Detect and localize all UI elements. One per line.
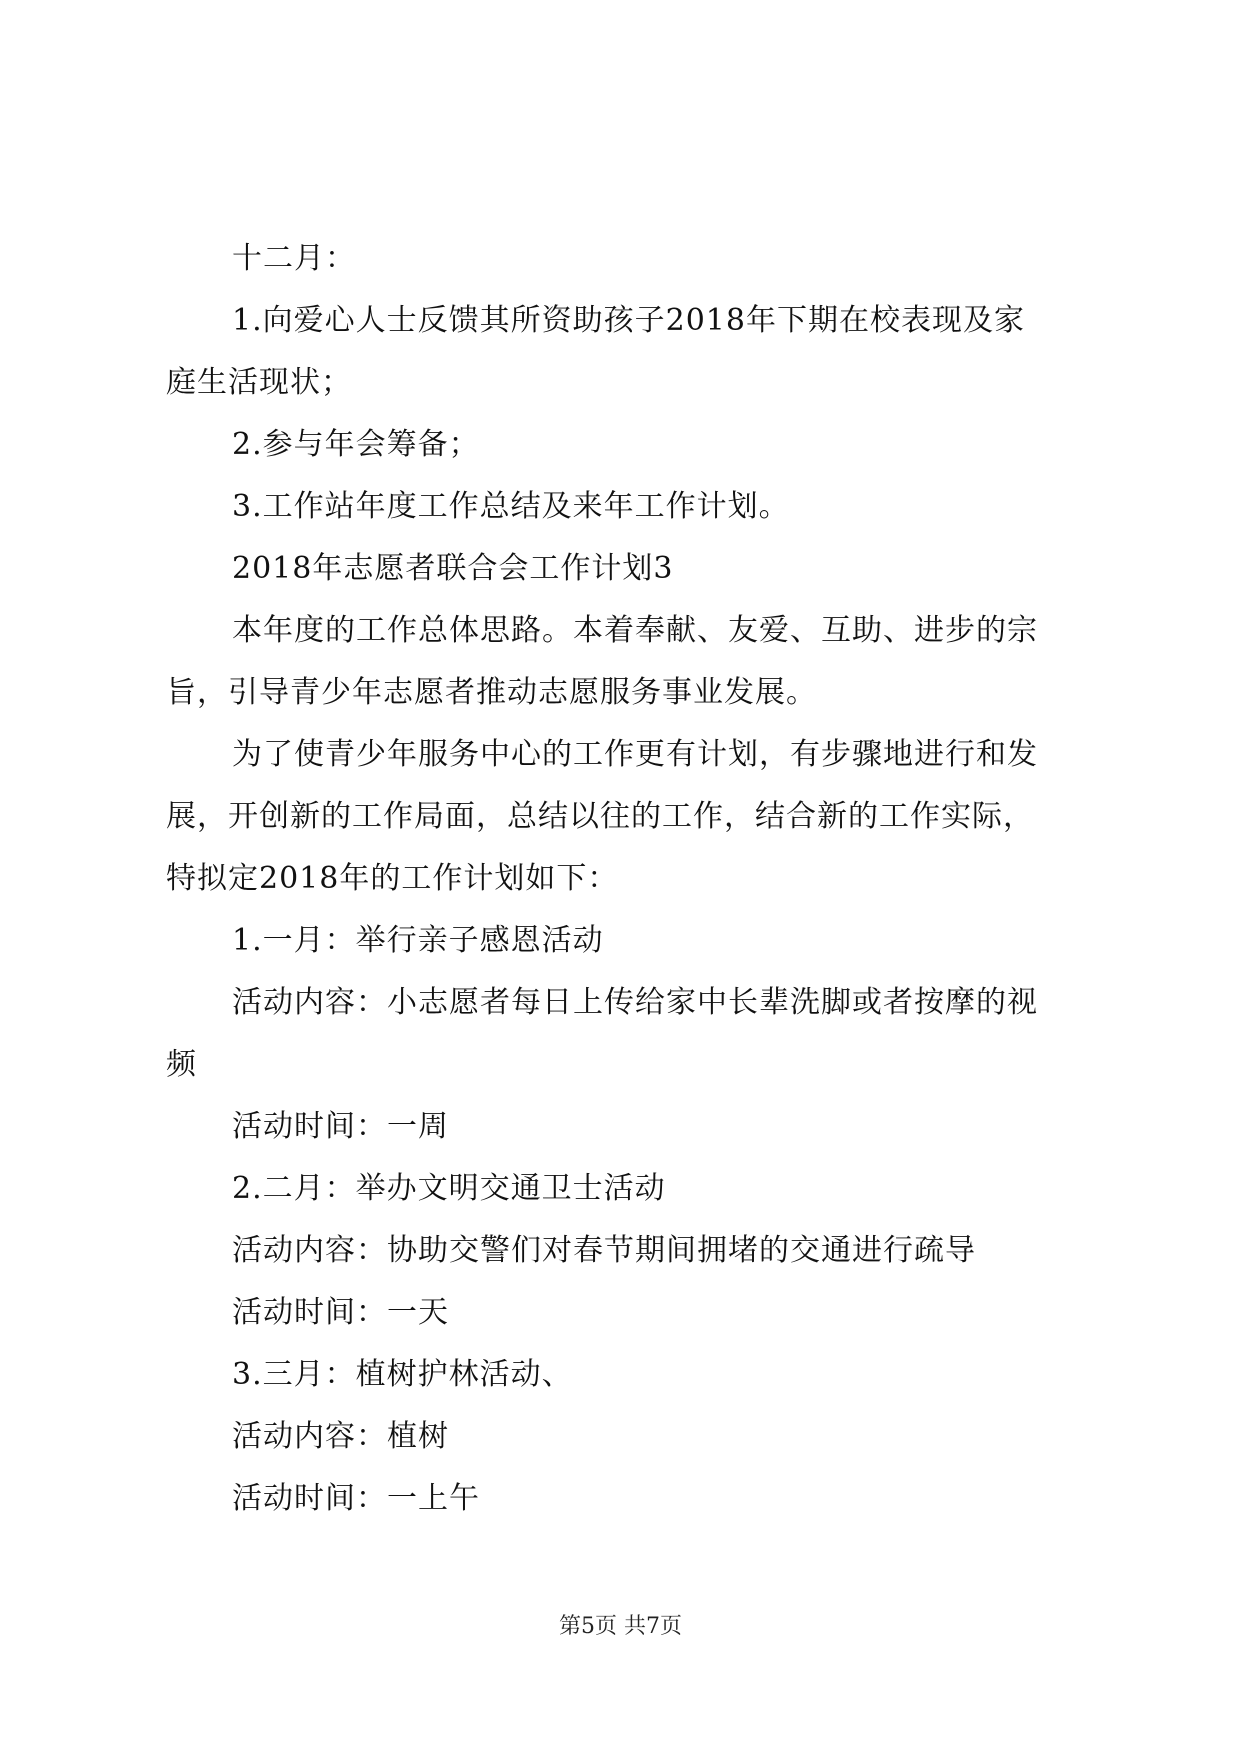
text-line: 展，开创新的工作局面，总结以往的工作，结合新的工作实际， — [166, 799, 1034, 834]
text-line: 活动内容：协助交警们对春节期间拥堵的交通进行疏导 — [232, 1233, 976, 1268]
section-heading: 2018年志愿者联合会工作计划3 — [232, 551, 674, 586]
document-body — [166, 228, 1086, 1530]
text-line: 活动时间：一天 — [232, 1295, 449, 1330]
text-line: 本年度的工作总体思路。本着奉献、友爱、互助、进步的宗 — [232, 613, 1038, 648]
text-line: 活动内容：小志愿者每日上传给家中长辈洗脚或者按摩的视 — [232, 985, 1038, 1020]
text-line: 活动时间：一上午 — [232, 1481, 480, 1516]
text-line: 活动内容：植树 — [232, 1419, 449, 1454]
text-line: 3.三月：植树护林活动、 — [232, 1357, 573, 1392]
text-line: 1.一月：举行亲子感恩活动 — [232, 923, 604, 958]
text-line: 十二月： — [232, 241, 356, 276]
text-line: 活动时间：一周 — [232, 1109, 449, 1144]
text-line: 2.参与年会筹备； — [232, 427, 480, 462]
text-line: 庭生活现状； — [166, 365, 352, 400]
text-line: 3.工作站年度工作总结及来年工作计划。 — [232, 489, 790, 524]
text-line: 旨，引导青少年志愿者推动志愿服务事业发展。 — [166, 675, 817, 710]
text-line: 1.向爱心人士反馈其所资助孩子2018年下期在校表现及家 — [232, 303, 1025, 338]
page-number: 第5页 共7页 — [559, 1614, 682, 1639]
text-line: 2.二月：举办文明交通卫士活动 — [232, 1171, 666, 1206]
text-line: 频 — [166, 1047, 197, 1082]
text-line: 特拟定2018年的工作计划如下： — [166, 861, 619, 896]
text-line: 为了使青少年服务中心的工作更有计划，有步骤地进行和发 — [232, 737, 1038, 772]
